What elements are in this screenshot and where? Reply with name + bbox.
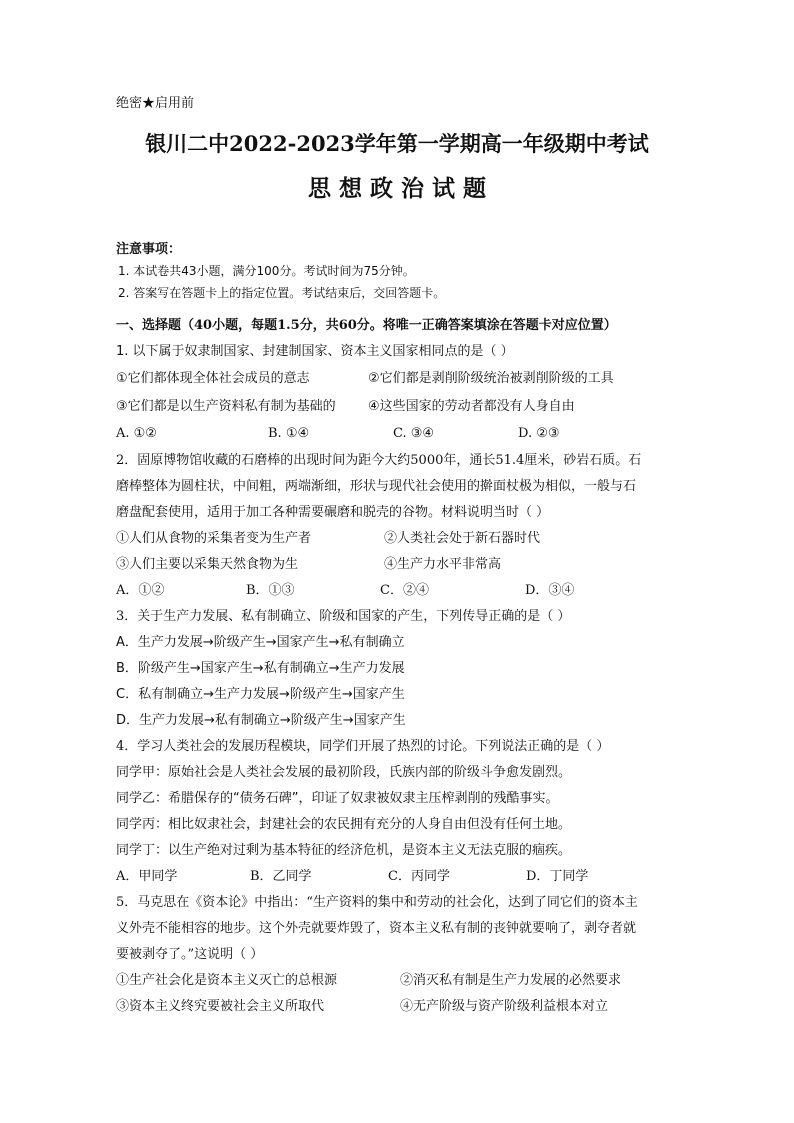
answer-choice-b: B. ①④ [268, 426, 310, 441]
option-statement: ③资本主义终究要被社会主义所取代 [116, 999, 325, 1014]
question-stem: 1. 以下属于奴隶制国家、封建制国家、资本主义国家相同点的是（ ） [116, 344, 514, 359]
exam-title: 银川二中2022-2023学年第一学期高一年级期中考试 [145, 131, 649, 156]
notice-item-1: 1. 本试卷共43小题，满分100分。考试时间为75分钟。 [118, 264, 415, 278]
subject-title: 思 想 政 治 试 题 [307, 176, 487, 202]
answer-choice-c: C．②④ [380, 583, 429, 598]
option-statement: ④无产阶级与资产阶级利益根本对立 [400, 999, 609, 1014]
student-statement: 同学丙：相比奴隶社会，封建社会的农民拥有充分的人身自由但没有任何土地。 [116, 817, 572, 832]
student-statement: 同学丁：以生产绝对过剩为基本特征的经济危机，是资本主义无法克服的痼疾。 [116, 843, 572, 858]
answer-choice-a: A. ①② [116, 426, 157, 441]
question-stem-line: 要被剥夺了。”这说明（ ） [116, 947, 264, 962]
answer-choice-b: B．阶级产生→国家产生→私有制确立→生产力发展 [116, 661, 405, 676]
option-statement: ④生产力水平非常高 [384, 557, 502, 572]
student-statement: 同学乙：希腊保存的“债务石碑”，印证了奴隶被奴隶主压榨剥削的残酷事实。 [116, 791, 559, 806]
answer-choice-a: A．甲同学 [116, 869, 178, 884]
question-stem-line: 义外壳不能相容的地步。这个外壳就要炸毁了，资本主义私有制的丧钟就要响了，剥夺者就 [116, 921, 637, 936]
option-statement: ①生产社会化是资本主义灭亡的总根源 [116, 973, 338, 988]
option-statement: ③它们都是以生产资料私有制为基础的 [116, 399, 336, 414]
option-statement: ②消灭私有制是生产力发展的必然要求 [400, 973, 622, 988]
option-statement: ①它们都体现全体社会成员的意志 [116, 371, 310, 386]
option-statement: ②它们都是剥削阶级统治被剥削阶级的工具 [368, 371, 614, 386]
option-statement: ③人们主要以采集天然食物为生 [116, 557, 299, 572]
notice-heading: 注意事项： [116, 242, 182, 257]
question-stem: 3．关于生产力发展、私有制确立、阶级和国家的产生，下列传导正确的是（ ） [116, 609, 571, 624]
question-stem-line: 磨盘配套使用，适用于加工各种需要碾磨和脱壳的谷物。材料说明当时（ ） [116, 505, 550, 520]
question-stem-line: 5．马克思在《资本论》中指出：“生产资料的集中和劳动的社会化，达到了同它们的资本主 [116, 895, 638, 910]
answer-choice-a: A．①② [116, 583, 165, 598]
option-statement: ②人类社会处于新石器时代 [384, 531, 541, 546]
answer-choice-d: D．丁同学 [526, 869, 589, 884]
question-stem-line: 磨棒整体为圆柱状，中间粗，两端渐细，形状与现代社会使用的擀面杖极为相似，一般与石 [116, 479, 637, 494]
answer-choice-a: A．生产力发展→阶级产生→国家产生→私有制确立 [116, 635, 405, 650]
section-heading: 一、选择题（40小题，每题1.5分，共60分。将唯一正确答案填涂在答题卡对应位置） [116, 318, 617, 333]
question-stem-line: 2．固原博物馆收藏的石磨棒的出现时间为距今大约5000年，通长51.4厘米，砂岩石质。石 [116, 453, 642, 468]
answer-choice-c: C. ③④ [393, 426, 435, 441]
option-statement: ①人们从食物的采集者变为生产者 [116, 531, 312, 546]
answer-choice-b: B．乙同学 [250, 869, 312, 884]
student-statement: 同学甲：原始社会是人类社会发展的最初阶段，氏族内部的阶级斗争愈发剧烈。 [116, 765, 572, 780]
notice-item-2: 2. 答案写在答题卡上的指定位置。考试结束后，交回答题卡。 [118, 286, 446, 300]
answer-choice-d: D. ②③ [518, 426, 560, 441]
answer-choice-c: C．私有制确立→生产力发展→阶级产生→国家产生 [116, 687, 405, 702]
answer-choice-d: D．生产力发展→私有制确立→阶级产生→国家产生 [116, 713, 406, 728]
option-statement: ④这些国家的劳动者都没有人身自由 [368, 399, 575, 414]
question-stem: 4．学习人类社会的发展历程模块，同学们开展了热烈的讨论。下列说法正确的是（ ） [116, 739, 610, 754]
confidential-mark: 绝密★启用前 [116, 96, 195, 111]
answer-choice-b: B．①③ [246, 583, 295, 598]
answer-choice-d: D．③④ [525, 583, 575, 598]
answer-choice-c: C．丙同学 [388, 869, 450, 884]
